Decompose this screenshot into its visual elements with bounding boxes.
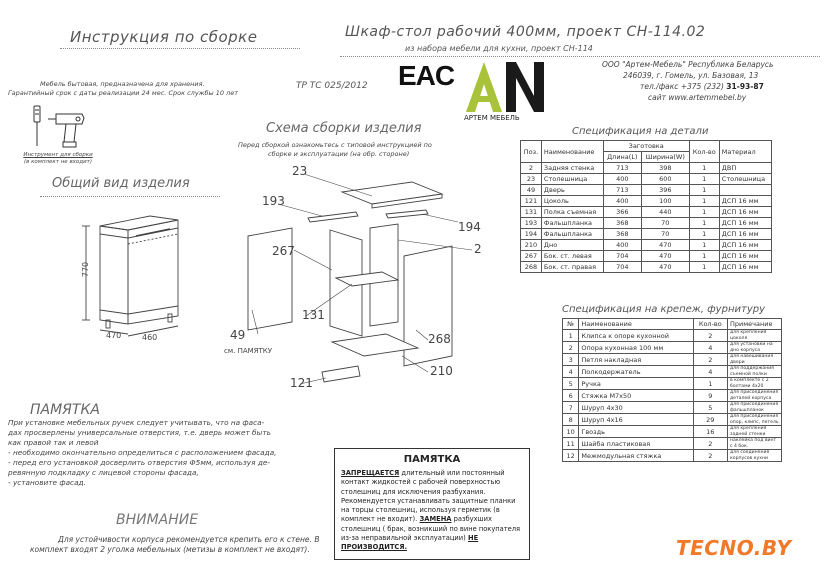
fittings-cell: 3 <box>563 354 579 366</box>
parts-cell: 396 <box>641 185 689 196</box>
parts-cell: ДСП 16 мм <box>719 207 771 218</box>
memo-prohibited: ЗАПРЕЩАЕТСЯ <box>341 469 400 477</box>
parts-row <box>521 207 772 218</box>
scheme-title: Схема сборки изделия <box>266 121 422 136</box>
product-title: Шкаф-стол рабочий 400мм, проект СН-114.02 <box>345 24 706 40</box>
parts-cell: Столешница <box>719 174 771 185</box>
document-title: Инструкция по сборке <box>70 28 258 46</box>
fittings-cell: 16 <box>693 426 727 438</box>
parts-cell: ДСП 16 мм <box>719 262 771 273</box>
label-2: 2 <box>474 242 482 256</box>
parts-cell: 1 <box>689 174 719 185</box>
parts-cell: 49 <box>521 185 542 196</box>
memo-text-2: разбухших столешниц ( брак, возникший по вине покупателя из-за неправильной эксплуатации) <box>341 515 521 543</box>
parts-row <box>521 185 772 196</box>
label-267: 267 <box>272 244 295 258</box>
parts-cell: ДСП 16 мм <box>719 196 771 207</box>
dim-width: 460 <box>142 333 158 342</box>
fittings-row <box>563 354 782 366</box>
parts-cell: 194 <box>521 229 542 240</box>
artem-mebel-logo <box>462 60 546 126</box>
parts-cell: Дверь <box>541 185 603 196</box>
parts-cell: Цоколь <box>541 196 603 207</box>
fittings-cell: Шуруп 4х30 <box>579 402 693 414</box>
part-194-strip <box>386 210 428 218</box>
parts-cell: ДСП 16 мм <box>719 229 771 240</box>
parts-cell: 704 <box>603 251 641 262</box>
fittings-cell: наклейка под винт с 4 бок. <box>728 438 782 450</box>
parts-cell: ДСП 16 мм <box>719 218 771 229</box>
parts-cell: 368 <box>603 229 641 240</box>
fittings-cell: 11 <box>563 438 579 450</box>
fittings-cell: для навешивания двери <box>728 354 782 366</box>
fittings-cell: 4 <box>693 366 727 378</box>
parts-cell: ДВП <box>719 163 771 174</box>
memo-center-title: ПАМЯТКА <box>403 454 461 465</box>
memo-not-made: НЕ ПРОИЗВОДИТСЯ. <box>341 534 479 552</box>
parts-spec-table <box>520 140 772 273</box>
attention-line-2: комплект входят 2 уголка мебельных (метизы в комплект не входят). <box>30 545 310 554</box>
fittings-cell: для крепления цоколя <box>728 330 782 342</box>
label-121: 121 <box>290 376 313 390</box>
parts-cell: Фальшпланка <box>541 218 603 229</box>
general-view-underline <box>40 196 220 197</box>
parts-cell: 70 <box>641 229 689 240</box>
parts-cell: Полка съемная <box>541 207 603 218</box>
parts-cell: 470 <box>641 251 689 262</box>
parts-cell: 1 <box>689 262 719 273</box>
fittings-cell: для установки на дно корпуса <box>728 342 782 354</box>
parts-col-qty: Кол-во <box>689 141 719 163</box>
parts-cell: 440 <box>641 207 689 218</box>
fittings-col-name: Наименование <box>579 319 693 330</box>
fittings-cell: 8 <box>563 414 579 426</box>
fittings-cell: Гвоздь <box>579 426 693 438</box>
memo-left-text <box>8 418 338 488</box>
fittings-cell: для присоединения фальшпланок <box>728 402 782 414</box>
fittings-cell: Полкодержатель <box>579 366 693 378</box>
parts-cell: 366 <box>603 207 641 218</box>
attention-title: ВНИМАНИЕ <box>116 512 199 528</box>
parts-spec-title: Спецификация на детали <box>572 126 709 137</box>
parts-row <box>521 174 772 185</box>
parts-cell: Задняя стенка <box>541 163 603 174</box>
general-view-title: Общий вид изделия <box>52 176 190 191</box>
tr-ts-code: ТР ТС 025/2012 <box>296 81 368 91</box>
parts-row <box>521 251 772 262</box>
dim-height: 770 <box>81 261 91 278</box>
parts-cell: 368 <box>603 218 641 229</box>
parts-col-name: Наименование <box>541 141 603 163</box>
fittings-cell: 2 <box>693 330 727 342</box>
label-194: 194 <box>458 220 481 234</box>
memo-center-box <box>334 448 530 560</box>
product-title-underline <box>340 56 820 57</box>
label-131: 131 <box>302 308 325 322</box>
memo-left-line: При установке мебельных ручек следует учитывать, что на фаса- <box>8 418 265 427</box>
parts-cell: ДСП 16 мм <box>719 240 771 251</box>
parts-row <box>521 240 772 251</box>
fittings-cell: Ручка <box>579 378 693 390</box>
fittings-cell: 9 <box>693 390 727 402</box>
label-49: 49 <box>230 328 246 342</box>
parts-cell: 1 <box>689 218 719 229</box>
part-193-strip <box>308 212 358 222</box>
memo-center-text <box>335 465 529 553</box>
fittings-spec-title: Спецификация на крепеж, фурнитуру <box>562 304 765 315</box>
fittings-cell: 6 <box>563 390 579 402</box>
parts-cell: 470 <box>641 262 689 273</box>
parts-cell: 100 <box>641 196 689 207</box>
fittings-col-qty: Кол-во <box>693 319 727 330</box>
parts-cell: 1 <box>689 185 719 196</box>
memo-reference: см. ПАМЯТКУ <box>224 347 273 355</box>
parts-cell: Бок. ст. левая <box>541 251 603 262</box>
label-210: 210 <box>430 364 453 378</box>
fittings-cell: Опора кухонная 100 мм <box>579 342 693 354</box>
fittings-cell: 12 <box>563 450 579 462</box>
parts-row <box>521 163 772 174</box>
fittings-cell: Стяжка М7х50 <box>579 390 693 402</box>
fittings-row <box>563 390 782 402</box>
fittings-cell: 1 <box>693 378 727 390</box>
memo-left-line: ревянную подкладку с лицевой стороны фасада, <box>8 468 199 477</box>
parts-cell: Столешница <box>541 174 603 185</box>
parts-col-width: Ширина(W) <box>641 152 689 163</box>
memo-left-line: - необходимо окончательно определиться с расположением фасада, <box>8 448 277 457</box>
parts-cell: 470 <box>641 240 689 251</box>
parts-cell: 23 <box>521 174 542 185</box>
label-268: 268 <box>428 332 451 346</box>
tools-caption: Инструмент для сборки (в комплект не входит) <box>23 152 93 165</box>
parts-cell: 600 <box>641 174 689 185</box>
fittings-row <box>563 330 782 342</box>
product-subtitle: из набора мебели для кухни, проект СН-114 <box>405 44 593 53</box>
fittings-cell: 2 <box>563 342 579 354</box>
memo-replacement: ЗАМЕНА <box>419 515 452 524</box>
parts-cell: Фальшпланка <box>541 229 603 240</box>
fittings-spec-table <box>562 318 782 462</box>
fittings-row <box>563 342 782 354</box>
parts-row <box>521 229 772 240</box>
fittings-cell: 7 <box>563 402 579 414</box>
parts-cell: Бок. ст. правая <box>541 262 603 273</box>
fittings-cell: для поддержания съемной полки <box>728 366 782 378</box>
parts-cell: 1 <box>689 163 719 174</box>
fittings-cell: для соединения корпусов кухни <box>728 450 782 462</box>
memo-text-1: длительный или постоянный контакт жидкостей с рабочей поверхностью столешниц для исключения разбухания. Рекомендуется устанавливать защитные планки на торцы столешниц, используя герметик (в комплект не входит). <box>341 469 516 524</box>
parts-cell: 1 <box>689 251 719 262</box>
parts-row <box>521 218 772 229</box>
fittings-col-note: Примечание <box>728 319 782 330</box>
parts-cell: 400 <box>603 240 641 251</box>
parts-cell: 121 <box>521 196 542 207</box>
fittings-cell: 4 <box>693 342 727 354</box>
drill-icon <box>48 114 84 147</box>
parts-cell: 1 <box>689 196 719 207</box>
fittings-cell: Межмодульная стяжка <box>579 450 693 462</box>
parts-cell: 400 <box>603 174 641 185</box>
parts-cell: 268 <box>521 262 542 273</box>
memo-left-line: как правой так и левой <box>8 438 99 447</box>
company-site: сайт www.artemmebel.by <box>648 93 747 102</box>
parts-cell: 131 <box>521 207 542 218</box>
parts-cell: ДСП 16 мм <box>719 251 771 262</box>
parts-row <box>521 262 772 273</box>
dim-depth: 470 <box>106 331 122 340</box>
fittings-row <box>563 402 782 414</box>
fittings-row <box>563 378 782 390</box>
assembly-scheme <box>222 160 512 400</box>
fittings-cell: Шайба пластиковая <box>579 438 693 450</box>
parts-cell <box>719 185 771 196</box>
fittings-cell: 10 <box>563 426 579 438</box>
memo-left-line: - перед его установкой досверлить отверстия Ф5мм, используя де- <box>8 458 270 467</box>
parts-col-length: Длина(L) <box>603 152 641 163</box>
company-phone: тел./факс +375 (232) 31-93-87 <box>640 82 764 91</box>
fittings-cell: 29 <box>693 414 727 426</box>
memo-left-line: дах просверлены универсальные отверстия, т.е. дверь может быть <box>8 428 271 437</box>
fittings-row <box>563 426 782 438</box>
parts-cell: Дно <box>541 240 603 251</box>
scheme-subtitle-1: Перед сборкой ознакомьтесь с типовой инструкцией по <box>238 141 432 149</box>
parts-cell: 267 <box>521 251 542 262</box>
fittings-cell: для присоединения опор, клипс, петель <box>728 414 782 426</box>
fittings-row <box>563 414 782 426</box>
fittings-cell: 2 <box>693 354 727 366</box>
label-23: 23 <box>292 164 308 178</box>
fittings-col-no: № <box>563 319 579 330</box>
fittings-cell: 1 <box>563 330 579 342</box>
part-121-plinth <box>322 366 360 382</box>
eac-mark: EAC <box>398 60 455 91</box>
fittings-cell: 2 <box>693 450 727 462</box>
attention-line-1: Для устойчивости корпуса рекомендуется крепить его к стене. В <box>58 535 320 544</box>
parts-col-material: Материал <box>719 141 771 163</box>
parts-cell: 704 <box>603 262 641 273</box>
tecno-watermark: TECNO.BY <box>676 536 792 560</box>
memo-left-title: ПАМЯТКА <box>30 402 100 418</box>
fittings-cell: Шуруп 4х16 <box>579 414 693 426</box>
parts-cell: 193 <box>521 218 542 229</box>
parts-row <box>521 196 772 207</box>
scheme-subtitle-2: сборке и эксплуатации (на обр. стороне) <box>268 150 410 158</box>
company-address: 246039, г. Гомель, ул. Базовая, 13 <box>623 71 759 80</box>
parts-cell: 1 <box>689 207 719 218</box>
parts-cell: 2 <box>521 163 542 174</box>
parts-cell: 1 <box>689 240 719 251</box>
warranty-info: Гарантийный срок с даты реализации 24 мес. Срок службы 10 лет <box>8 89 239 97</box>
fittings-cell: для присоединения деталей корпуса <box>728 390 782 402</box>
parts-cell: 400 <box>603 196 641 207</box>
fittings-cell: Петля накладная <box>579 354 693 366</box>
product-purpose: Мебель бытовая, предназначена для хранения. <box>40 80 205 88</box>
fittings-cell: для крепления задней стенки <box>728 426 782 438</box>
logo-caption: АРТЕМ МЕБЕЛЬ <box>464 114 520 122</box>
parts-cell: 1 <box>689 229 719 240</box>
parts-col-blank: Заготовка <box>603 141 689 152</box>
company-name: ООО "Артем-Мебель" Республика Беларусь <box>602 60 774 69</box>
fittings-cell: Клипса к опоре кухонной <box>579 330 693 342</box>
screwdriver-icon <box>34 106 40 146</box>
fittings-row <box>563 438 782 450</box>
tools-illustration <box>20 102 110 150</box>
fittings-cell: 5 <box>693 402 727 414</box>
fittings-cell: в комплекте с 2 болтами 4х20 <box>728 378 782 390</box>
memo-left-line: - установите фасад. <box>8 478 86 487</box>
fittings-cell: 4 <box>563 366 579 378</box>
parts-cell: 713 <box>603 185 641 196</box>
parts-col-pos: Поз. <box>521 141 542 163</box>
cabinet-general-view <box>70 198 220 358</box>
title-underline <box>60 48 300 49</box>
fittings-cell: 5 <box>563 378 579 390</box>
fittings-row <box>563 450 782 462</box>
label-193: 193 <box>262 194 285 208</box>
parts-cell: 713 <box>603 163 641 174</box>
parts-cell: 70 <box>641 218 689 229</box>
fittings-cell: 2 <box>693 438 727 450</box>
parts-cell: 398 <box>641 163 689 174</box>
parts-cell: 210 <box>521 240 542 251</box>
fittings-row <box>563 366 782 378</box>
